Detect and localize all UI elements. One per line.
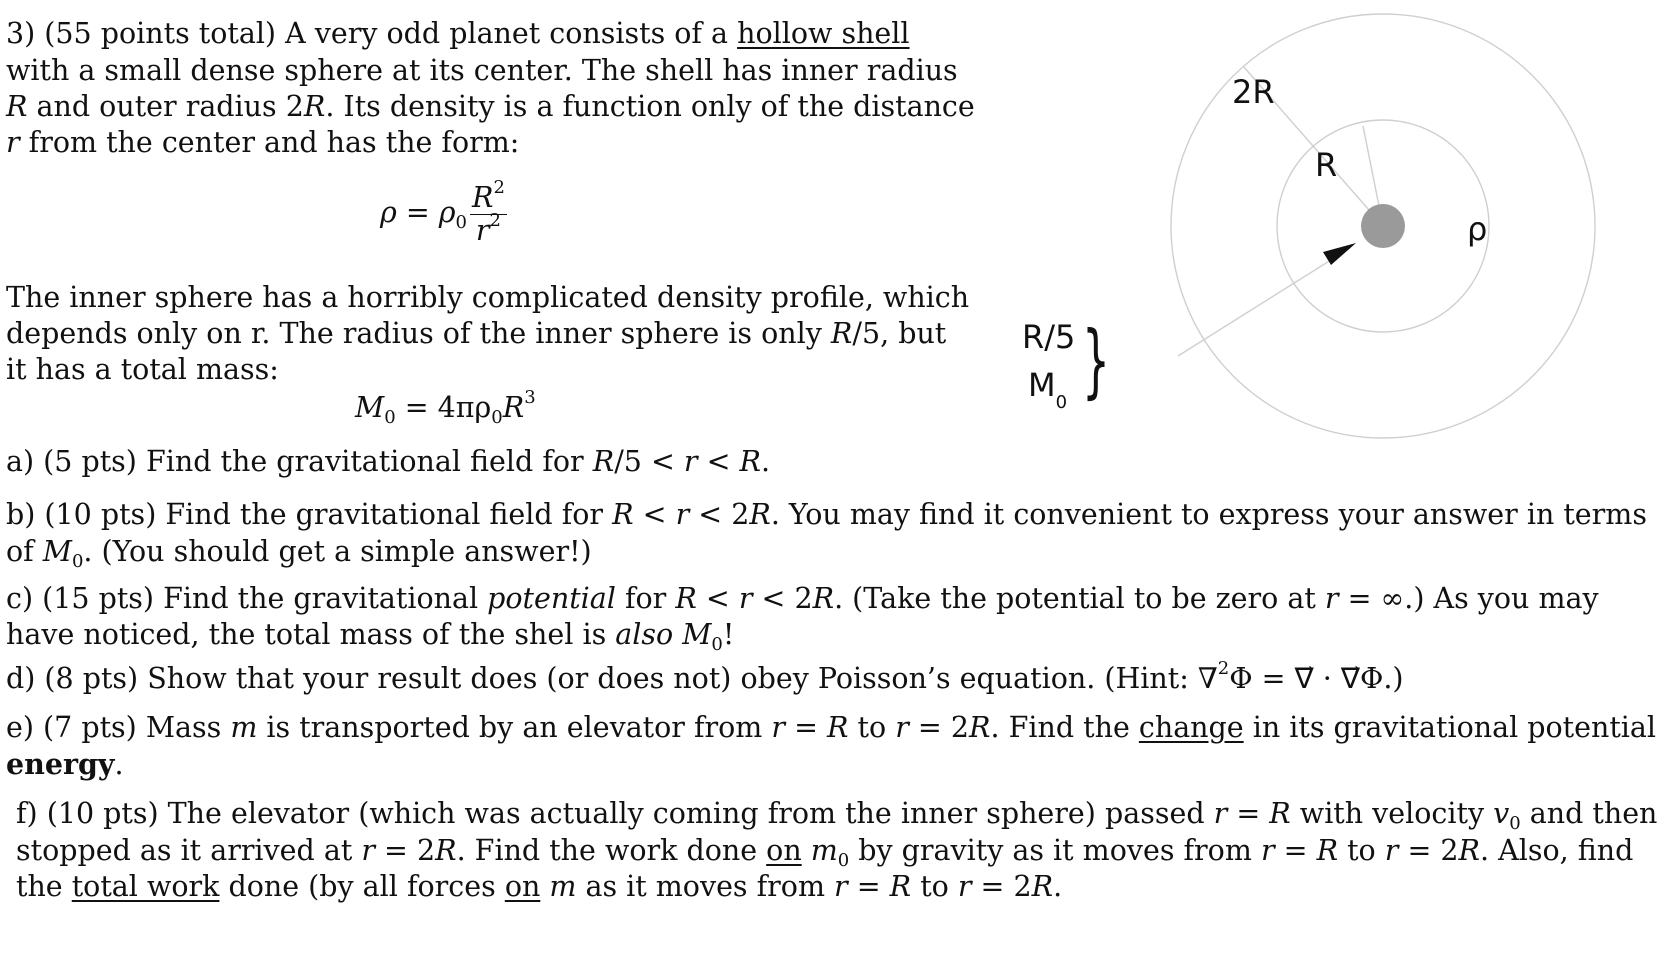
core-sphere (1361, 204, 1405, 248)
change-underlined: change (1138, 711, 1244, 744)
part-a: a) (5 pts) Find the gravitational field for R/5 < r < R. (6, 445, 771, 478)
intro-line-4: r from the center and has the form: (6, 126, 520, 159)
core-radius-label: R/5 (1022, 318, 1076, 356)
planet-diagram (1022, 0, 1660, 480)
density-label: ρ (1467, 210, 1488, 248)
density-equation: $\rho = \rho_0$ $\frac{R^2}{r^2}$ (380, 177, 505, 247)
part-b-line-1: b) (10 pts) Find the gravitational field for R < r < 2R. You may find it convenient to express your answer in terms (6, 498, 1647, 531)
part-c-line-2: have noticed, the total mass of the shel is also $M_0$! (6, 618, 735, 655)
part-f-line-2: stopped as it arrived at r = 2R. Find the work done on $m_0$ by gravity as it moves from r = R to r = 2R. Also, find (16, 834, 1634, 871)
inner-line-2: depends only on r. The radius of the inner sphere is only R/5, but (6, 317, 947, 350)
inner-radius-label: R (1315, 146, 1338, 184)
inner-line-3: it has a total mass: (6, 353, 279, 386)
part-b-line-2: of $M_0$. (You should get a simple answer!) (6, 535, 592, 572)
part-f-line-3: the total work done (by all forces on m as it moves from r = R to r = 2R. (16, 870, 1063, 903)
part-e-line-2: energy. (6, 747, 124, 781)
intro-line-3: R and outer radius 2R. Its density is a function only of the distance (6, 90, 975, 123)
hollow-shell-underlined: hollow shell (737, 17, 910, 50)
part-e-line-1: e) (7 pts) Mass m is transported by an elevator from r = R to r = 2R. Find the change in its gravitational potential (6, 711, 1657, 744)
inner-line-1: The inner sphere has a horribly complicated density profile, which (6, 281, 970, 314)
outer-radius-label: 2R (1232, 73, 1275, 111)
part-d: d) (8 pts) Show that your result does (or does not) obey Poisson’s equation. (Hint: ∇$^2$Φ = ∇⃗ · ∇⃗Φ.) (6, 658, 1404, 695)
brace-icon: } (1082, 314, 1110, 408)
mass-equation: $M_0 = 4\pi\rho_0R^3$ (355, 387, 536, 428)
density-fraction: $\frac{R^2}{r^2}$ (471, 177, 505, 247)
intro-line-1: 3) (55 points total) A very odd planet consists of a hollow shell (6, 17, 910, 50)
part-f-line-1: f) (10 pts) The elevator (which was actually coming from the inner sphere) passed r = R with velocity $v_0$ and then (16, 797, 1658, 834)
core-pointer-line (1178, 248, 1350, 356)
part-c-line-1: c) (15 pts) Find the gravitational potential for R < r < 2R. (Take the potential to be zero at r = ∞.) As you may (6, 582, 1599, 615)
intro-line-2: with a small dense sphere at its center. The shell has inner radius (6, 54, 958, 87)
core-mass-label: $M_0$ (1028, 366, 1068, 413)
